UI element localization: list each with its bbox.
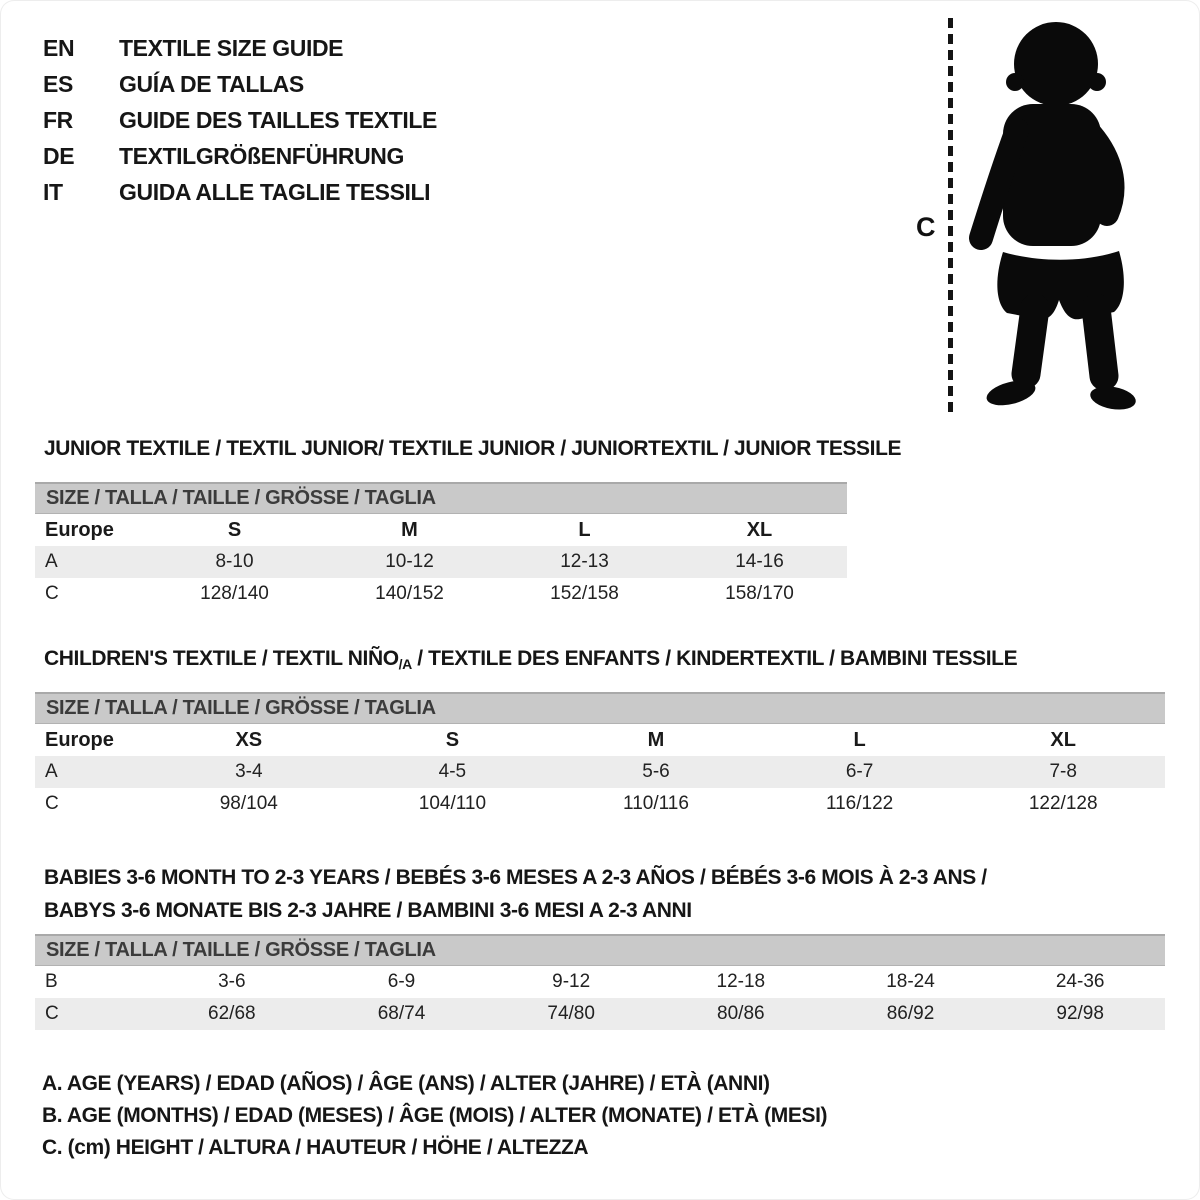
children-size: M <box>647 728 665 751</box>
junior-age-value: 8-10 <box>215 551 254 572</box>
language-code: DE <box>43 143 75 169</box>
legend-age-months: B. AGE (MONTHS) / EDAD (MESES) / ÂGE (MOIS) / ALTER (MONATE) / ETÀ (MESI) <box>42 1104 828 1127</box>
children-size: L <box>853 728 866 751</box>
junior-size: M <box>401 518 418 541</box>
children-europe-row <box>35 724 1165 756</box>
legend-height-cm: C. (cm) HEIGHT / ALTURA / HAUTEUR / HÖHE / ALTEZZA <box>42 1136 589 1159</box>
babies-section-title-line2: BABYS 3-6 MONATE BIS 2-3 JAHRE / BAMBINI 3-6 MESI A 2-3 ANNI <box>44 899 692 922</box>
language-row <box>43 138 437 174</box>
children-size: XS <box>235 728 263 751</box>
junior-height-row-label: C <box>45 583 59 604</box>
children-title-rest: / TEXTILE DES ENFANTS / KINDERTEXTIL / BAMBINI TESSILE <box>411 647 1018 670</box>
junior-height-value: 158/170 <box>725 583 794 604</box>
junior-size: XL <box>746 518 773 541</box>
language-code: IT <box>43 179 63 205</box>
junior-height-value: 128/140 <box>200 583 269 604</box>
language-code: ES <box>43 71 73 97</box>
babies-height-value: 80/86 <box>717 1003 765 1024</box>
children-height-row <box>35 788 1165 820</box>
babies-height-value: 68/74 <box>377 1003 426 1024</box>
junior-age-row <box>35 546 847 578</box>
children-height-value: 104/110 <box>418 793 487 814</box>
children-age-value: 6-7 <box>845 761 874 782</box>
babies-height-value: 92/98 <box>1056 1003 1104 1024</box>
children-age-value: 5-6 <box>642 761 670 782</box>
language-title: GUÍA DE TALLAS <box>119 71 304 97</box>
junior-height-value: 140/152 <box>375 583 444 604</box>
language-row <box>43 30 437 66</box>
junior-size-table <box>35 482 847 610</box>
children-height-value: 122/128 <box>1028 793 1098 814</box>
children-height-row-label: C <box>45 793 59 814</box>
junior-age-value: 12-13 <box>560 551 609 572</box>
language-title: GUIDA ALLE TAGLIE TESSILI <box>119 179 431 205</box>
babies-age-value: 6-9 <box>387 971 416 992</box>
babies-size-table <box>35 934 1165 1030</box>
babies-height-value: 74/80 <box>547 1003 595 1024</box>
babies-height-value: 86/92 <box>886 1003 935 1024</box>
language-title: GUIDE DES TAILLES TEXTILE <box>119 107 437 133</box>
children-age-value: 4-5 <box>438 761 467 782</box>
babies-age-value: 9-12 <box>552 971 591 992</box>
junior-section-title: JUNIOR TEXTILE / TEXTIL JUNIOR/ TEXTILE JUNIOR / JUNIORTEXTIL / JUNIOR TESSILE <box>44 437 902 460</box>
children-title-main: CHILDREN'S TEXTILE / TEXTIL NIÑO <box>44 647 399 670</box>
language-title: TEXTILGRÖßENFÜHRUNG <box>119 143 404 169</box>
language-code: EN <box>43 35 75 61</box>
legend-age-years: A. AGE (YEARS) / EDAD (AÑOS) / ÂGE (ANS) / ALTER (JAHRE) / ETÀ (ANNI) <box>42 1072 770 1095</box>
junior-size: S <box>227 518 242 541</box>
babies-age-value: 3-6 <box>218 971 246 992</box>
babies-height-row <box>35 998 1165 1030</box>
children-europe-label: Europe <box>45 728 114 751</box>
babies-height-value: 62/68 <box>208 1003 256 1024</box>
babies-age-row <box>35 966 1165 998</box>
junior-height-value: 152/158 <box>550 583 619 604</box>
children-height-value: 116/122 <box>825 793 894 814</box>
babies-age-value: 18-24 <box>886 971 935 992</box>
babies-age-value: 24-36 <box>1055 971 1105 992</box>
junior-age-value: 10-12 <box>385 551 434 572</box>
babies-section-title-line1: BABIES 3-6 MONTH TO 2-3 YEARS / BEBÉS 3-6 MESES A 2-3 AÑOS / BÉBÉS 3-6 MOIS À 2-3 ANS / <box>44 866 987 889</box>
toddler-silhouette-icon <box>965 18 1137 418</box>
children-age-row <box>35 756 1165 788</box>
language-title: TEXTILE SIZE GUIDE <box>119 35 344 61</box>
children-size-table <box>35 692 1165 820</box>
language-row <box>43 174 437 210</box>
junior-age-row-label: A <box>45 551 58 572</box>
babies-size-table-header: SIZE / TALLA / TAILLE / GRÖSSE / TAGLIA <box>35 934 1165 966</box>
junior-europe-label: Europe <box>45 518 114 541</box>
language-code: FR <box>43 107 73 133</box>
children-age-value: 3-4 <box>235 761 263 782</box>
junior-europe-row <box>35 514 847 546</box>
junior-age-value: 14-16 <box>735 551 784 572</box>
children-size: S <box>445 728 460 751</box>
figure-measure-label: C <box>916 212 936 242</box>
junior-size: L <box>578 518 591 541</box>
babies-age-row-label: B <box>45 971 58 992</box>
junior-size-table-header: SIZE / TALLA / TAILLE / GRÖSSE / TAGLIA <box>35 482 847 514</box>
babies-age-value: 12-18 <box>716 971 766 992</box>
children-section-title <box>44 647 1017 672</box>
children-height-value: 98/104 <box>219 793 278 814</box>
children-size: XL <box>1050 728 1076 751</box>
children-size-table-header: SIZE / TALLA / TAILLE / GRÖSSE / TAGLIA <box>35 692 1165 724</box>
language-title-list <box>43 30 437 210</box>
children-age-value: 7-8 <box>1049 761 1077 782</box>
language-row <box>43 102 437 138</box>
height-measure-line <box>948 18 953 418</box>
children-title-subscript: /A <box>398 656 412 672</box>
junior-height-row <box>35 578 847 610</box>
children-age-row-label: A <box>45 761 58 782</box>
language-row <box>43 66 437 102</box>
babies-height-row-label: C <box>45 1003 59 1024</box>
children-height-value: 110/116 <box>623 793 689 814</box>
